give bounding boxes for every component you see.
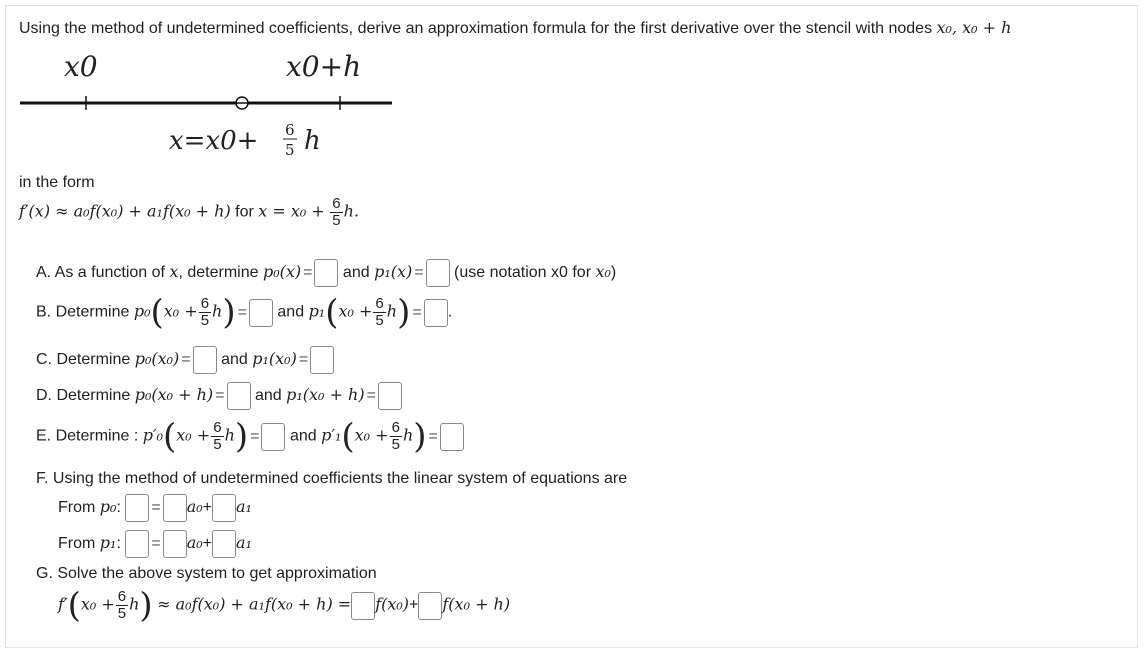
formula-tail: h. bbox=[343, 201, 359, 221]
f-p0-a0-coef-input[interactable] bbox=[163, 494, 187, 522]
node1-label: x0+h bbox=[286, 50, 362, 83]
g-a0-answer-input[interactable] bbox=[351, 592, 375, 620]
part-e: E. Determine : p′₀(x₀ + $\frac{6}{5}$ h) = and p′₁(x₀ + $\frac{6}{5}$ h) = bbox=[36, 420, 464, 453]
from-p0-row: From p₀: = a₀+ a₁ bbox=[58, 494, 252, 522]
formula-x: x = x₀ + bbox=[258, 201, 325, 221]
d-p0-answer-input[interactable] bbox=[227, 382, 251, 410]
f-p0-lhs-input[interactable] bbox=[125, 494, 149, 522]
part-a-p1: p₁(x) bbox=[374, 262, 413, 282]
part-a: A. As a function of x, determine p₀(x) = and p₁(x) = (use notation x0 for x₀) bbox=[36, 259, 616, 287]
f-p1-a1-coef-input[interactable] bbox=[212, 530, 236, 558]
part-a-note: (use notation x0 for bbox=[454, 264, 592, 282]
part-b-label: B. Determine bbox=[36, 303, 130, 321]
a-p0-answer-input[interactable] bbox=[314, 259, 338, 287]
f-p0-a1-coef-input[interactable] bbox=[212, 494, 236, 522]
c-p1-answer-input[interactable] bbox=[310, 346, 334, 374]
part-f-label: F. Using the method of undetermined coefficients the linear system of equations are bbox=[36, 470, 628, 487]
part-e-label: E. Determine : bbox=[36, 427, 139, 445]
part-d: D. Determine p₀(x₀ + h) = and p₁(x₀ + h) = bbox=[36, 382, 402, 410]
formula-for: for bbox=[235, 203, 254, 221]
e-p1-answer-input[interactable] bbox=[440, 423, 464, 451]
part-c-label: C. Determine bbox=[36, 351, 131, 369]
part-a-label: A. As a function of bbox=[36, 264, 165, 282]
f-p1-lhs-input[interactable] bbox=[125, 530, 149, 558]
from-p1-row: From p₁: = a₀+ a₁ bbox=[58, 530, 252, 558]
formula-fraction: $\frac{6}{5}$ bbox=[332, 195, 341, 229]
part-b: B. Determine p₀(x₀ + $\frac{6}{5}$ h) = and p₁(x₀ + $\frac{6}{5}$ h) = . bbox=[36, 292, 453, 333]
part-c: C. Determine p₀(x₀) = and p₁(x₀) = bbox=[36, 346, 334, 374]
formula-lhs: f′(x) ≈ a₀f(x₀) + a₁f(x₀ + h) bbox=[19, 201, 231, 221]
a-p1-answer-input[interactable] bbox=[426, 259, 450, 287]
problem-panel bbox=[5, 5, 1138, 648]
c-p0-answer-input[interactable] bbox=[193, 346, 217, 374]
stencil-diagram bbox=[14, 46, 414, 166]
f-p1-a0-coef-input[interactable] bbox=[163, 530, 187, 558]
b-p0-answer-input[interactable] bbox=[249, 299, 273, 327]
part-a-p0: p₀(x) bbox=[262, 262, 302, 282]
d-p1-answer-input[interactable] bbox=[378, 382, 402, 410]
intro-text: Using the method of undetermined coefficients, derive an approximation formula for the first derivative over the stencil with nodes bbox=[19, 20, 933, 37]
intro-nodes: x₀, x₀ + h bbox=[936, 18, 1012, 37]
part-g-label: G. Solve the above system to get approximation bbox=[36, 565, 377, 582]
eval-h: h bbox=[304, 126, 321, 156]
g-a1-answer-input[interactable] bbox=[418, 592, 442, 620]
eval-frac-num: 6 bbox=[285, 121, 295, 139]
part-d-label: D. Determine bbox=[36, 387, 131, 405]
formula-line bbox=[19, 196, 359, 229]
intro-line bbox=[19, 18, 1011, 38]
in-the-form: in the form bbox=[19, 174, 95, 191]
part-a-x: x bbox=[169, 262, 179, 282]
eval-label: x=x0+ bbox=[169, 126, 259, 156]
b-p1-answer-input[interactable] bbox=[424, 299, 448, 327]
e-p0-answer-input[interactable] bbox=[261, 423, 285, 451]
eval-frac-den: 5 bbox=[285, 141, 295, 159]
node0-label: x0 bbox=[64, 50, 98, 83]
part-g-formula: f′(x₀ + $\frac{6}{5}$ h) ≈ a₀f(x₀) + a₁f(x₀ + h) = f(x₀)+ f(x₀ + h) bbox=[58, 585, 511, 626]
